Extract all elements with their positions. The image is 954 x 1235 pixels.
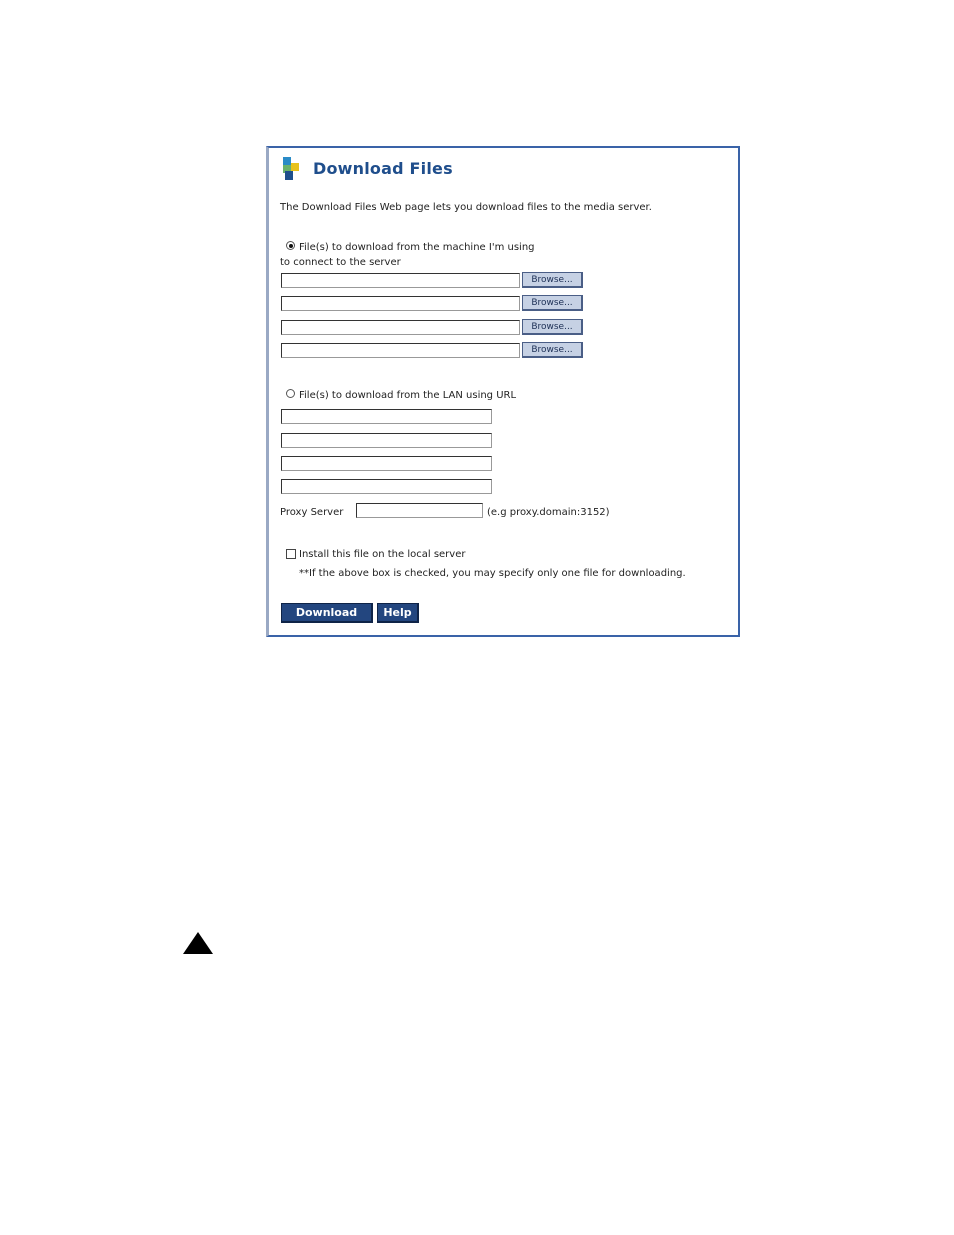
install-local-checkbox[interactable] — [286, 549, 296, 559]
lan-url-field-4[interactable] — [281, 479, 492, 494]
download-files-logo-icon — [283, 157, 303, 181]
page-title: Download Files — [313, 159, 453, 178]
local-files-label-line2: to connect to the server — [280, 257, 401, 268]
lan-url-field-1[interactable] — [281, 409, 492, 424]
lan-url-field-2[interactable] — [281, 433, 492, 448]
local-file-field-3[interactable] — [281, 320, 520, 335]
proxy-server-label: Proxy Server — [280, 507, 344, 518]
install-note: **If the above box is checked, you may specify only one file for downloading. — [299, 568, 686, 579]
intro-text: The Download Files Web page lets you download files to the media server. — [280, 202, 652, 213]
lan-url-field-3[interactable] — [281, 456, 492, 471]
warning-triangle-icon — [183, 932, 213, 954]
local-file-field-2[interactable] — [281, 296, 520, 311]
browse-button-3[interactable]: Browse... — [522, 319, 583, 335]
help-button[interactable]: Help — [377, 603, 419, 623]
download-button[interactable]: Download — [281, 603, 373, 623]
local-file-field-4[interactable] — [281, 343, 520, 358]
local-files-label-line1: File(s) to download from the machine I'm using — [299, 242, 535, 253]
lan-files-label: File(s) to download from the LAN using URL — [299, 390, 517, 401]
browse-button-4[interactable]: Browse... — [522, 342, 583, 358]
download-files-panel — [266, 146, 740, 637]
local-file-field-1[interactable] — [281, 273, 520, 288]
proxy-server-hint: (e.g proxy.domain:3152) — [487, 507, 610, 518]
local-files-radio[interactable] — [286, 241, 295, 250]
browse-button-1[interactable]: Browse... — [522, 272, 583, 288]
install-local-label: Install this file on the local server — [299, 549, 466, 560]
browse-button-2[interactable]: Browse... — [522, 295, 583, 311]
lan-files-radio[interactable] — [286, 389, 295, 398]
proxy-server-input[interactable] — [356, 503, 483, 518]
